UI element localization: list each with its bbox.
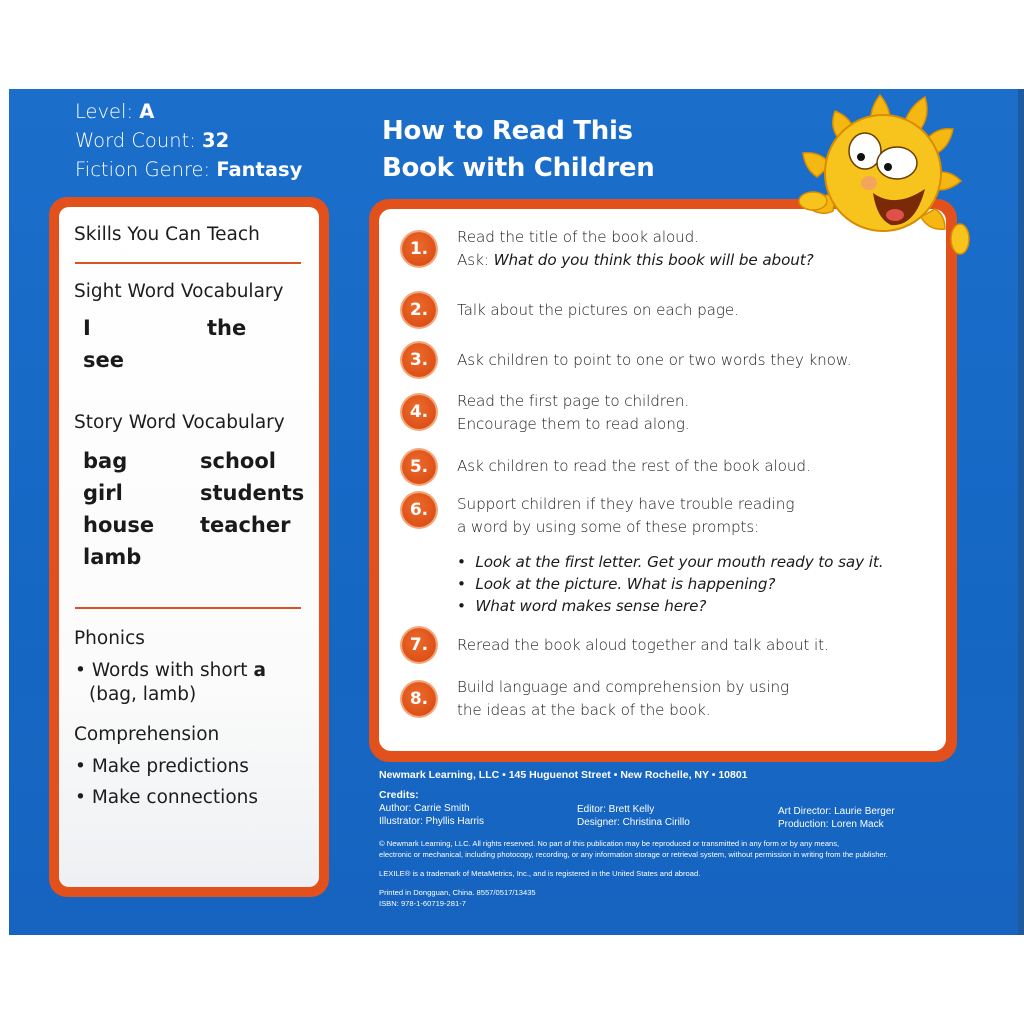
skills-heading: Skills You Can Teach [74,224,260,245]
bullet-icon: • [75,660,86,681]
skills-card [49,197,329,897]
step-5-text: Ask children to read the rest of the book aloud. [457,457,811,475]
genre-row: Fiction Genre: Fantasy [75,158,303,181]
bullet-icon: • [75,756,86,777]
word-count-row: Word Count: 32 [75,129,230,152]
genre-value: Fantasy [216,158,303,181]
step-number-badge: 2. [402,293,436,327]
sun-eye-right [877,147,917,179]
sun-mascot-icon [785,89,975,269]
step-number-badge: 1. [402,232,436,266]
phonics-item: • Words with short a (bag, lamb) [75,660,266,705]
comprehension-item: • Make predictions [75,756,249,777]
bullet-icon: • [457,575,466,593]
step-6-text: Support children if they have trouble reading a word by using some of these prompts: [457,495,795,536]
step-number-badge: 8. [402,682,436,716]
divider [75,607,301,609]
sun-nose [861,176,877,190]
sight-word: see [83,348,124,372]
word-count-value: 32 [202,129,230,152]
sun-eye-left [849,133,881,169]
story-word: girl [83,481,123,505]
story-word: house [83,513,155,537]
sun-hand-left [799,192,827,210]
credit-author: Author: Carrie Smith [379,803,470,814]
credit-production: Production: Loren Mack [778,819,884,830]
book-meta [75,97,302,184]
sight-word: I [83,316,91,340]
step-1-text: Read the title of the book aloud. Ask: What do you think this book will be about? [457,228,814,269]
story-word: bag [83,449,128,473]
phonics-heading: Phonics [74,628,145,649]
level-value: A [139,100,155,123]
step-number-badge: 7. [402,628,436,662]
bullet-icon: • [457,597,466,615]
bullet-icon: • [457,553,466,571]
printed-info: Printed in Dongguan, China. 8557/0517/13435 [379,888,536,897]
instructions-card-body [379,209,946,751]
step-number-badge: 6. [402,493,436,527]
step-number-badge: 4. [402,395,436,429]
step-2-text: Talk about the pictures on each page. [457,301,739,319]
step-7-text: Reread the book aloud together and talk about it. [457,636,829,654]
story-word: students [200,481,305,505]
book-page [9,89,1024,935]
publisher-address: Newmark Learning, LLC • 145 Huguenot Street • New Rochelle, NY • 10801 [379,769,748,781]
step-number-badge: 5. [402,450,436,484]
comprehension-heading: Comprehension [74,724,220,745]
copyright-notice: © Newmark Learning, LLC. All rights reserved. No part of this publication may be reproduced or transmitted in any form or by any means, electronic or mechanical, including photocopy, recording, or any information storage or retrieval system, without permission in writing from the publisher. [379,839,888,859]
story-word: teacher [200,513,291,537]
prompt-item: • Look at the first letter. Get your mouth ready to say it. [457,553,884,571]
sun-hand-right [951,224,969,254]
credit-designer: Designer: Christina Cirillo [577,817,690,828]
step-3-text: Ask children to point to one or two words they know. [457,351,852,369]
story-word: school [200,449,276,473]
credit-illustrator: Illustrator: Phyllis Harris [379,816,485,827]
level-row: Level: A [75,100,155,123]
sun-tongue [886,209,904,221]
instructions-card [369,199,957,762]
prompt-item: • Look at the picture. What is happening? [457,575,776,593]
step-4-text: Read the first page to children. Encourage them to read along. [457,392,690,433]
story-word: lamb [83,545,142,569]
comprehension-item: • Make connections [75,787,258,808]
lexile-notice: LEXILE® is a trademark of MetaMetrics, Inc., and is registered in the United States and abroad. [379,869,701,878]
sight-word: the [207,316,247,340]
credit-editor: Editor: Brett Kelly [577,804,655,815]
story-word-heading: Story Word Vocabulary [74,412,285,433]
divider [75,262,301,264]
prompt-item: • What word makes sense here? [457,597,707,615]
step-8-text: Build language and comprehension by using the ideas at the back of the book. [457,678,790,719]
credit-art-director: Art Director: Laurie Berger [778,806,895,817]
skills-card-body [59,207,319,887]
sun-pupil-right [884,163,892,171]
bullet-icon: • [75,787,86,808]
credits-heading: Credits: [379,789,419,801]
sun-pupil-left [857,153,865,161]
sight-word-heading: Sight Word Vocabulary [74,281,284,302]
page-spine-edge [1018,89,1024,935]
page-title: How to Read This Book with Children [382,116,655,183]
step-number-badge: 3. [402,343,436,377]
isbn: ISBN: 978-1-60719-281-7 [379,899,466,908]
